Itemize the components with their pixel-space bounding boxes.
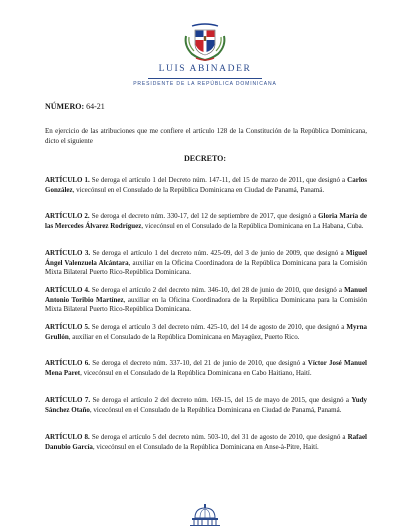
article-text-end: , auxiliar en el Consulado de la República Dominicana en Mayagüez, Puerto Rico. [68,332,300,341]
article-1 [45,176,367,195]
article-person: Myrna Grullón [45,323,367,341]
article-person: Gloria María de las Mercedes Álvarez Rodríguez [45,212,368,230]
decree-number-label: NÚMERO: [45,102,85,111]
article-7 [45,396,367,415]
article-person: Rafael Danubio García [45,433,368,451]
article-3 [45,249,367,278]
palace-dome-icon [189,504,221,526]
article-text: Se deroga el artículo 3 del decreto núm. 425-10, del 14 de agosto de 2010, que designó a [91,323,345,331]
intro-paragraph: En ejercicio de las atribuciones que me confiere el artículo 128 de la Constitución de la República Dominicana, dicto el siguiente [45,127,367,145]
article-4 [45,286,367,315]
president-title: PRESIDENTE DE LA REPÚBLICA DOMINICANA [133,81,277,87]
article-person: Miguel Ángel Valenzuela Alcántara [45,249,368,267]
article-text-end: , auxiliar en la Oficina Coordinadora de la República Dominicana para la Comisión Mixta Bilateral Puerto Rico-República Dominicana. [45,295,367,314]
decree-number [45,102,105,111]
article-label: ARTÍCULO 1. [45,176,90,184]
article-person: Carlos González [45,176,368,194]
article-text-end: , vicecónsul en el Consulado de la República Dominicana en Cabo Haitiano, Haití. [80,368,312,377]
article-text: Se deroga el decreto núm. 330-17, del 12 de septiembre de 2017, que designó a [91,212,317,220]
article-person: Yudy Sánchez Otaño [45,396,368,414]
article-label: ARTÍCULO 3. [45,249,91,257]
decree-number-value: 64-21 [86,102,105,111]
article-label: ARTÍCULO 2. [45,212,90,220]
article-text-end: , auxiliar en la Oficina Coordinadora de la República Dominicana para la Comisión Mixta Bilateral Puerto Rico-República Dominicana. [45,258,367,277]
article-2 [45,212,367,231]
article-text-end: , vicecónsul en el Consulado de la República Dominicana en Anse-à-Pitre, Haití. [92,442,319,451]
article-label: ARTÍCULO 6. [45,359,91,367]
article-text: Se deroga el artículo 5 del decreto núm. 503-10, del 31 de agosto de 2010, que designó a [91,433,346,441]
article-text: Se deroga el artículo 1 del decreto núm. 425-09, del 3 de junio de 2009, que designó a [92,249,344,257]
article-text-end: , vicecónsul en el Consulado de la República Dominicana en Ciudad de Panamá, Panamá. [89,405,342,414]
article-text: Se deroga el artículo 2 del decreto núm. 169-15, del 15 de mayo de 2015, que designó a [92,396,349,404]
article-label: ARTÍCULO 8. [45,433,90,441]
article-person: Víctor José Manuel Mena Paret [45,359,368,377]
article-6 [45,359,367,378]
president-name: LUIS ABINADER [158,64,252,74]
article-text-end: , vicecónsul en el Consulado de la República Dominicana en La Habana, Cuba. [141,221,364,230]
article-5 [45,323,367,342]
article-text-end: , vicecónsul en el Consulado de la República Dominicana en Ciudad de Panamá, Panamá. [72,185,325,194]
article-label: ARTÍCULO 7. [45,396,91,404]
article-text: Se deroga el artículo 2 del decreto núm. 346-10, del 28 de junio de 2010, que designó a [91,286,342,294]
decree-heading: DECRETO: [183,154,227,163]
article-label: ARTÍCULO 4. [45,286,90,294]
article-text: Se deroga el decreto núm. 337-10, del 21 de junio de 2010, que designó a [92,359,306,367]
article-person: Manuel Antonio Toribio Martínez [45,286,368,304]
article-label: ARTÍCULO 5. [45,323,90,331]
article-text: Se deroga el artículo 1 del Decreto núm. 147-11, del 15 de marzo de 2011, que designó a [91,176,346,184]
coat-of-arms-icon [182,22,228,62]
header-divider [148,78,262,79]
article-8 [45,433,367,452]
